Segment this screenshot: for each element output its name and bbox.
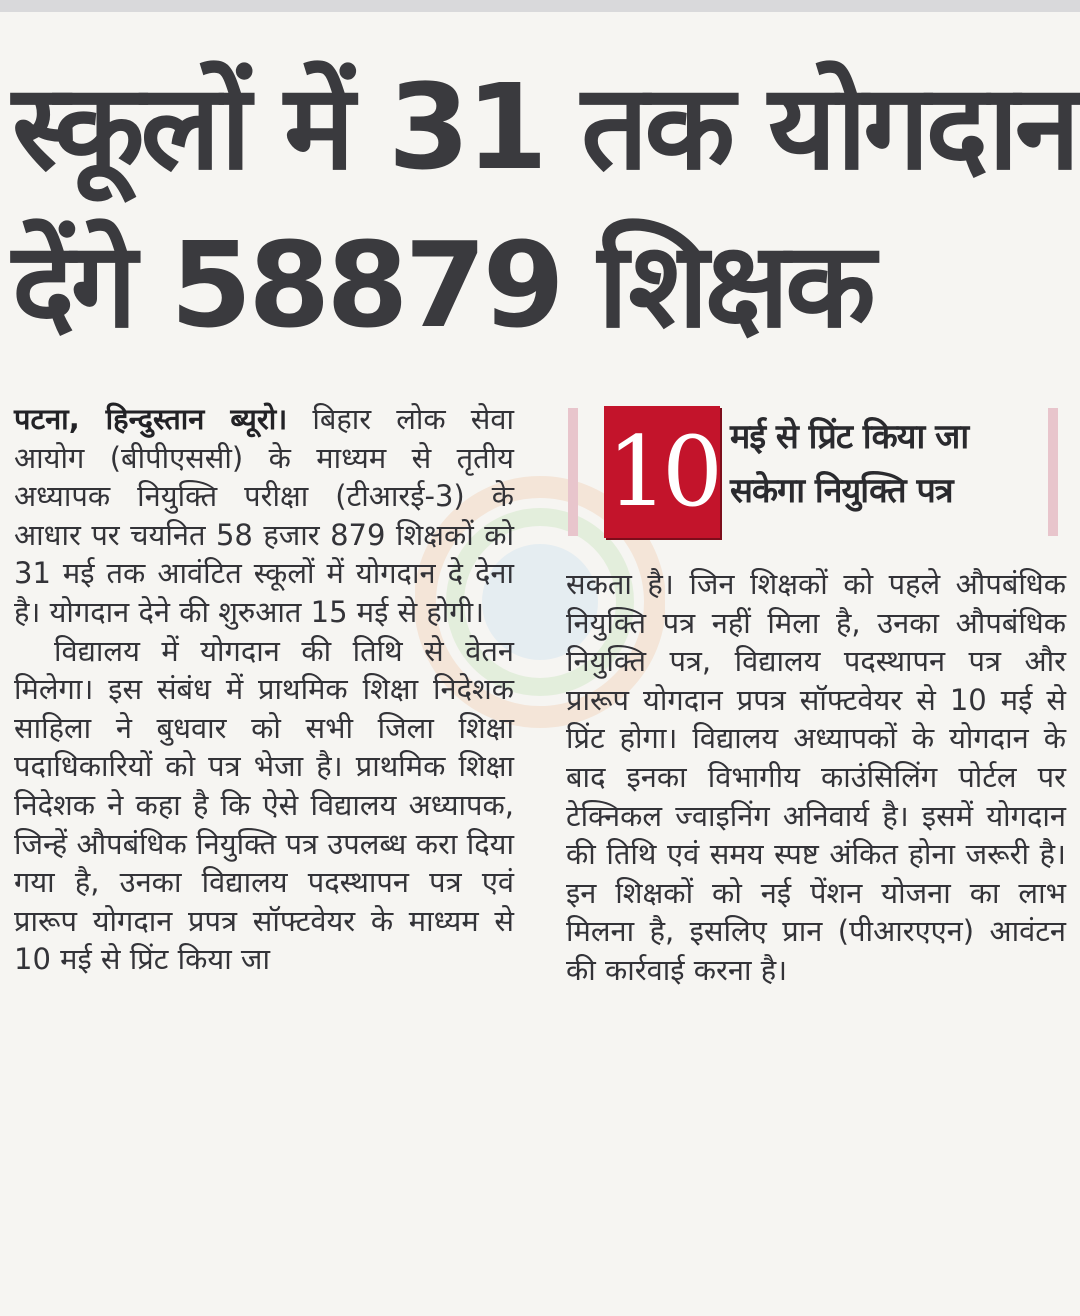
article-column-left bbox=[14, 400, 514, 979]
headline-line-1: स्कूलों में 31 तक योगदान bbox=[12, 58, 1077, 196]
highlight-left-bar bbox=[568, 408, 578, 536]
dateline: पटना, हिन्दुस्तान ब्यूरो। bbox=[14, 402, 288, 436]
headline bbox=[12, 48, 1077, 364]
article-paragraph-1 bbox=[14, 400, 514, 632]
article-column-right bbox=[566, 565, 1066, 990]
top-bar bbox=[0, 0, 1080, 12]
headline-line-2: देंगे 58879 शिक्षक bbox=[12, 216, 872, 354]
highlight-caption bbox=[730, 410, 1030, 518]
article-paragraph-2: विद्यालय में योगदान की तिथि से वेतन मिलेगा। इस संबंध में प्राथमिक शिक्षा निदेशक साहिला ने बुधवार को सभी जिला शिक्षा पदाधिकारियों को पत्र भेजा है। प्राथमिक शिक्षा निदेशक ने कहा है कि ऐसे विद्यालय अध्यापक, जिन्हें औपबंधिक नियुक्ति पत्र उपलब्ध करा दिया गया है, उनका विद्यालय पदस्थापन पत्र एवं प्रारूप योगदान प्रपत्र सॉफ्टवेयर के माध्यम से 10 मई से प्रिंट किया जा bbox=[14, 633, 514, 977]
highlight-box bbox=[568, 402, 1068, 542]
highlight-right-bar bbox=[1048, 408, 1058, 536]
highlight-caption-line-1: मई से प्रिंट किया जा bbox=[730, 417, 969, 457]
article-paragraph-3: सकता है। जिन शिक्षकों को पहले औपबंधिक नियुक्ति पत्र नहीं मिला है, उनका औपबंधिक नियुक्ति पत्र, विद्यालय पदस्थापन पत्र और प्रारूप योगदान प्रपत्र सॉफ्टवेयर से 10 मई से प्रिंट होगा। विद्यालय अध्यापकों के योगदान के बाद इनका विभागीय काउंसिलिंग पोर्टल पर टेक्निकल ज्वाइनिंग अनिवार्य है। इसमें योगदान की तिथि एवं समय स्पष्ट अंकित होना जरूरी है। इन शिक्षकों को नई पेंशन योजना का लाभ मिलना है, इसलिए प्रान (पीआरएएन) आवंटन की कार्रवाई करना है। bbox=[566, 567, 1066, 987]
article-paragraph-1-text: बिहार लोक सेवा आयोग (बीपीएससी) के माध्यम से तृतीय अध्यापक नियुक्ति परीक्षा (टीआरई-3) के आधार पर चयनित 58 हजार 879 शिक्षकों को 31 मई तक आवंटित स्कूलों में योगदान दे देना है। योगदान देने की शुरुआत 15 मई से होगी। bbox=[14, 402, 514, 629]
highlight-caption-line-2: सकेगा नियुक्ति पत्र bbox=[730, 471, 953, 511]
highlight-number: 10 bbox=[604, 406, 720, 538]
